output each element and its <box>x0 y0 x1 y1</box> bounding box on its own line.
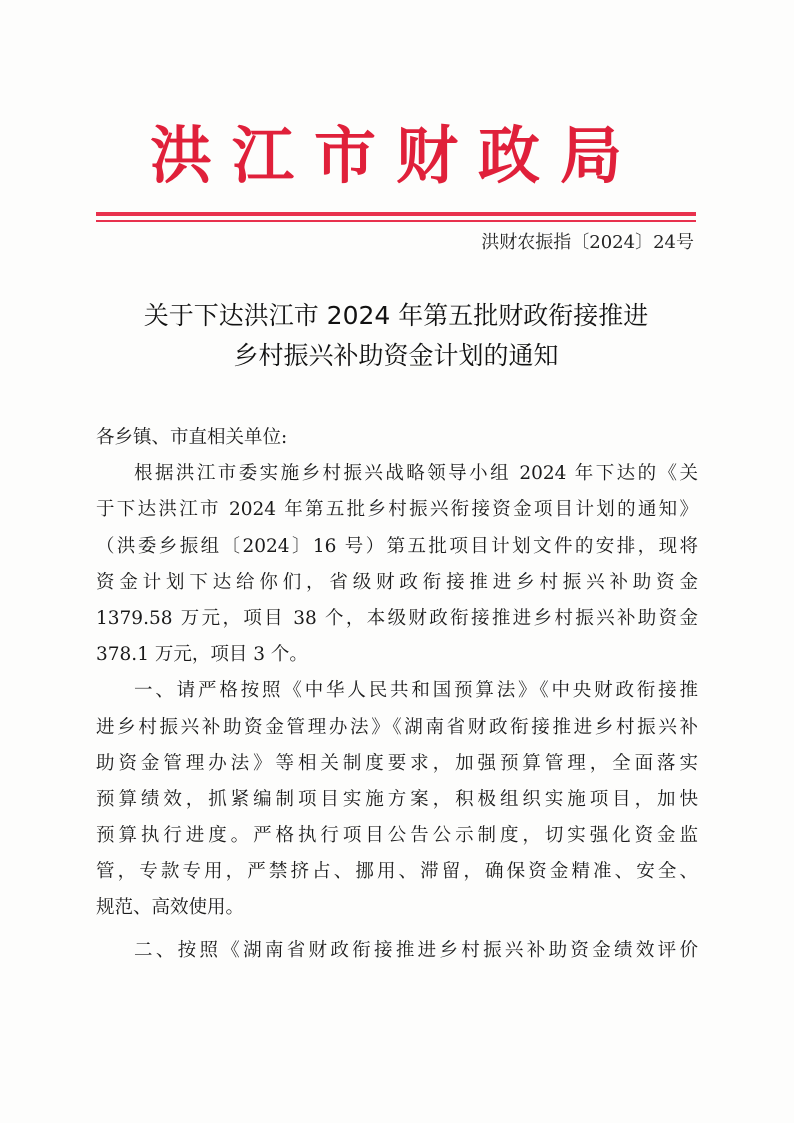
paragraph-line: 进乡村振兴补助资金管理办法》《湖南省财政衔接推进乡村振兴补 <box>96 716 698 738</box>
document-title <box>96 296 696 376</box>
paragraph-2 <box>96 673 698 926</box>
paragraph-line: 根据洪江市委实施乡村振兴战略领导小组 2024 年下达的《关 <box>134 463 698 485</box>
paragraph-line: 预算执行进度。严格执行项目公告公示制度，切实强化资金监 <box>96 825 698 847</box>
paragraph-line: 预算绩效，抓紧编制项目实施方案，积极组织实施项目，加快 <box>96 788 698 810</box>
paragraph-line: 规范、高效使用。 <box>96 897 245 919</box>
paragraph-line: 管，专款专用，严禁挤占、挪用、滞留，确保资金精准、安全、 <box>96 861 698 883</box>
letterhead-red-rule-thick <box>96 212 696 216</box>
paragraph-line: 一、请严格按照《中华人民共和国预算法》《中央财政衔接推 <box>134 680 698 702</box>
paragraph-line: 378.1 万元，项目 3 个。 <box>96 644 308 666</box>
salutation: 各乡镇、市直相关单位: <box>96 427 288 448</box>
letterhead-red-rule-thin <box>96 220 696 222</box>
paragraph-1 <box>96 456 698 673</box>
paragraph-line: （洪委乡振组〔2024〕16 号）第五批项目计划文件的安排，现将 <box>96 535 698 557</box>
document-body <box>96 420 698 969</box>
title-line-1: 关于下达洪江市 2024 年第五批财政衔接推进 <box>143 301 649 330</box>
paragraph-line: 助资金管理办法》等相关制度要求，加强预算管理，全面落实 <box>96 752 698 774</box>
document-number: 洪财农振指〔2024〕24号 <box>481 232 694 253</box>
letterhead-org-name: 洪江市财政局 <box>149 119 642 192</box>
paragraph-line: 1379.58 万元，项目 38 个，本级财政衔接推进乡村振兴补助资金 <box>96 607 698 629</box>
paragraph-line: 资金计划下达给你们，省级财政衔接推进乡村振兴补助资金 <box>96 571 698 593</box>
title-line-2: 乡村振兴补助资金计划的通知 <box>233 341 559 370</box>
paragraph-3 <box>96 933 698 969</box>
paragraph-line: 于下达洪江市 2024 年第五批乡村振兴衔接资金项目计划的通知》 <box>96 499 698 521</box>
paragraph-line: 二、按照《湖南省财政衔接推进乡村振兴补助资金绩效评价 <box>134 939 698 961</box>
